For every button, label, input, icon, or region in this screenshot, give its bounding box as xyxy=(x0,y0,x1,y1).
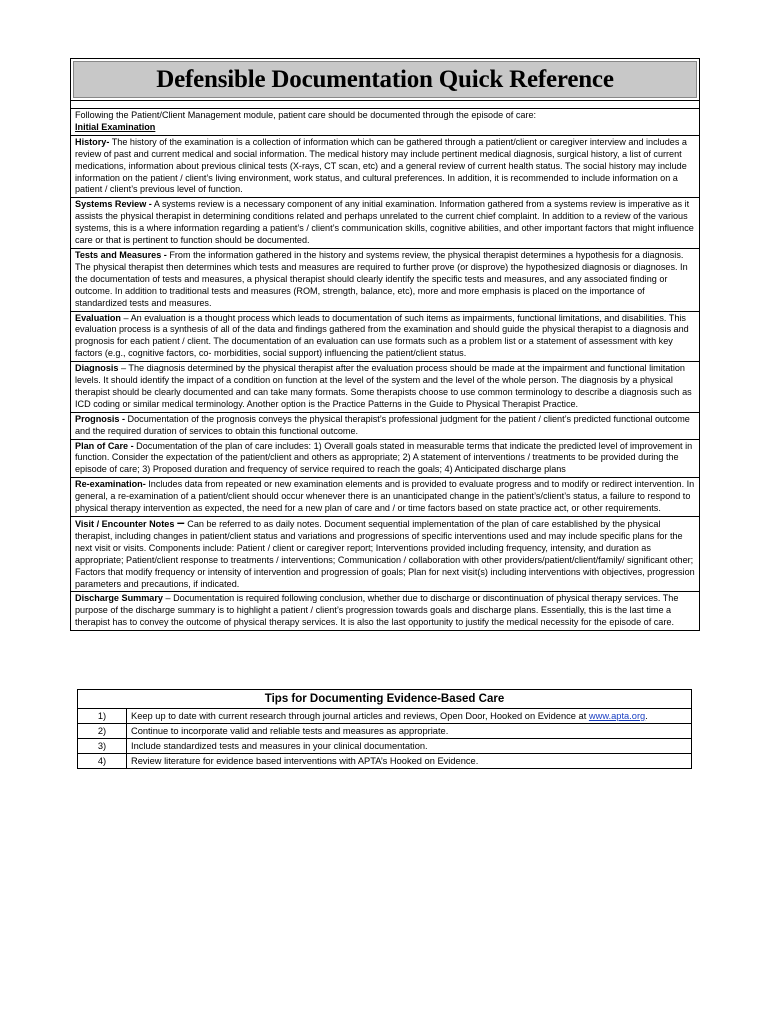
tips-title: Tips for Documenting Evidence-Based Care xyxy=(78,690,692,709)
section-prognosis xyxy=(71,412,700,439)
document-title: Defensible Documentation Quick Reference xyxy=(73,61,697,98)
section-text: Documentation of the prognosis conveys the physical therapist’s professional judgment for the patient / client’s predicted functional outcome and the required duration of services to obtain this functional outcome. xyxy=(75,413,690,436)
section-re-examination xyxy=(71,478,700,517)
section-heading: Evaluation xyxy=(75,312,121,323)
section-text: A systems review is a necessary component of any initial examination. Information gathered from a systems review is imperative as it assists the physical therapist in determining conditions related and perhaps unrelated to the current chief complaint. In addition to a review of the various systems, this is a where information regarding a patient’s / client’s communication skills, cognitive abilities, and other important factors that might influence care or that is pertinent to function should be documented. xyxy=(75,199,694,246)
tip-row xyxy=(78,754,692,769)
section-systems-review xyxy=(71,198,700,249)
section-evaluation xyxy=(71,311,700,362)
initial-examination-heading: Initial Examination xyxy=(75,121,156,132)
tip-row xyxy=(78,724,692,739)
section-text: – An evaluation is a thought process which leads to documentation of such items as impairments, functional limitations, and disabilities. This evaluation process is a synthesis of all of the data and findings gathered from the examination and should guide the physical therapist to a diagnosis and prognosis for each patient / client. The documentation of an evaluation can use formats such as a problem list or a statement of assessment with key factors (e.g., cognitive factors, co- morbidities, social support) influencing the patient/client status. xyxy=(75,312,689,359)
section-text: Includes data from repeated or new examination elements and is provided to evaluate progress and to modify or redirect intervention. In general, a re-examination of a patient/client should occur whenever there is an unanticipated change in the patient’s/client’s status, a failure to respond to physical therapy intervention as expected, the need for a new plan of care and / or time factors based on state practice act, or other requirements. xyxy=(75,479,695,514)
section-heading: Diagnosis xyxy=(75,363,119,374)
tip-number: 4) xyxy=(78,754,127,769)
intro-text: Following the Patient/Client Management module, patient care should be documented through the episode of care: xyxy=(75,110,537,120)
intro-cell xyxy=(71,109,700,136)
apta-link[interactable]: www.apta.org xyxy=(588,711,646,721)
section-heading: Prognosis - xyxy=(75,413,126,424)
section-history xyxy=(71,135,700,198)
section-diagnosis xyxy=(71,362,700,413)
heading-dash: – xyxy=(176,514,185,530)
tip-number: 2) xyxy=(78,724,127,739)
section-visit-notes xyxy=(71,514,700,592)
tip-text: Continue to incorporate valid and reliable tests and measures as appropriate. xyxy=(127,724,692,739)
section-text: – The diagnosis determined by the physical therapist after the evaluation process should be made at the impairment and functional limitation levels. It should identify the impact of a condition on function at the level of the system and the level of the whole person. The diagnosis by a physical therapist should be clearly documented and can take many formats. Some therapists choose to use common terminology to describe a diagnosis such as ICD coding or similar medical terminology. Another option is the Practice Patterns in the Guide to Physical Therapist Practice. xyxy=(75,363,692,409)
section-text: – Documentation is required following conclusion, whether due to discharge or discontinuation of physical therapy services. The purpose of the discharge summary is to highlight a patient / client’s progression towards goals and discharge plans. Essentially, this is the last time a therapist has to convey the outcome of physical therapy services. It is also the last opportunity to justify the medical necessity for the episode of care. xyxy=(75,593,679,628)
tips-table xyxy=(77,689,692,769)
section-discharge-summary xyxy=(71,592,700,631)
section-heading: Systems Review - xyxy=(75,199,152,210)
section-text: From the information gathered in the history and systems review, the physical therapist determines a hypothesis for a diagnosis. The physical therapist then determines which tests and measures are required to further prove (or disprove) the hypothesized diagnosis or diagnoses. In the documentation of tests and measures, a physical therapist should clearly identify the specific tests and measures, and any associated finding or outcome. In addition to traditional tests and measures (ROM, strength, balance, etc), more and more emphasis is placed on the importance of standardized tests and measures. xyxy=(75,249,688,308)
section-heading: History- xyxy=(75,136,110,147)
tip-row xyxy=(78,739,692,754)
tip-number: 3) xyxy=(78,739,127,754)
section-heading: Discharge Summary xyxy=(75,593,163,604)
tip-text: Review literature for evidence based interventions with APTA’s Hooked on Evidence. xyxy=(127,754,692,769)
tip-text: Keep up to date with current research through journal articles and reviews, Open Door, Hooked on Evidence at www.apta.org. xyxy=(127,709,692,724)
tip-text: Include standardized tests and measures in your clinical documentation. xyxy=(127,739,692,754)
reference-table xyxy=(70,58,700,631)
tip-row xyxy=(78,709,692,724)
section-heading: Re-examination- xyxy=(75,479,146,490)
section-text: The history of the examination is a collection of information which can be gathered through a patient/client or caregiver interview and includes a review of past and current medical and social information. The medical history may include pertinent medical diagnosis, surgical history, a list of current medications, information about previous clinical tests (X-rays, CT scan, etc) and a general review of current health status. The social history may include information on the patient / client’s living environment, work status, and cultural preferences. In addition, it is recommended to include information on a patient / client’s previous level of function. xyxy=(75,136,687,195)
spacer-row xyxy=(71,101,700,109)
section-text: Can be referred to as daily notes. Document sequential implementation of the plan of care established by the physical therapist, including changes in patient/client status and variations and progressions of specific interventions used and may include specific plans for the next visit or visits. Components include: Patient / client or caregiver report; Interventions provided including frequency, intensity, and duration as appropriate; Patient/client response to treatments / interventions; Communication / collaboration with other providers/patient/client/family/ significant other; Factors that modify frequency or intensity of intervention and progression of goals; Plan for next visit(s) including interventions with objectives, progression parameters and precautions, if indicated. xyxy=(75,519,695,589)
section-heading: Visit / Encounter Notes xyxy=(75,519,175,529)
section-heading: Plan of Care - xyxy=(75,440,134,451)
section-heading: Tests and Measures - xyxy=(75,249,167,260)
section-plan-of-care xyxy=(71,439,700,478)
tip-number: 1) xyxy=(78,709,127,724)
section-tests-and-measures xyxy=(71,248,700,311)
title-cell xyxy=(71,59,700,101)
section-text: Documentation of the plan of care includes: 1) Overall goals stated in measurable terms that indicate the predicted level of improvement in function. Consider the expectation of the patient/client and others as appropriate; 2) A statement of interventions / treatments to be provided during the episode of care; 3) Proposed duration and frequency of service required to reach the goals; 4) Anticipated discharge plans xyxy=(75,440,693,475)
